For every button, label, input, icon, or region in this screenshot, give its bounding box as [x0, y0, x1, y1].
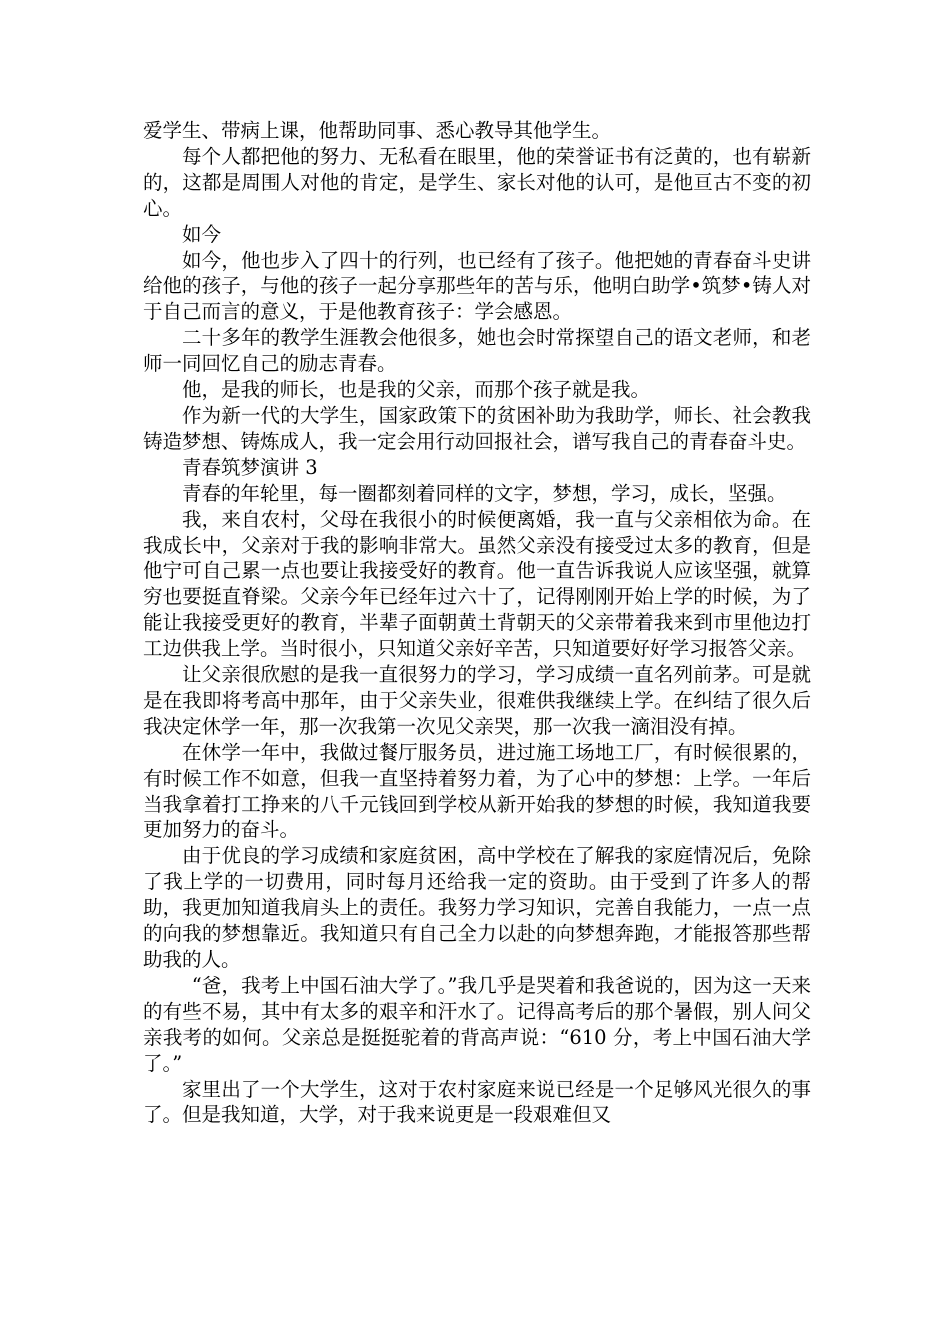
paragraph: 让父亲很欣慰的是我一直很努力的学习，学习成绩一直名列前茅。可是就是在我即将考高中那年，由于父亲失业，很难供我继续上学。在纠结了很久后我决定休学一年，那一次我第一次见父亲哭，那一次我一滴泪没有掉。	[143, 663, 811, 738]
paragraph: 家里出了一个大学生，这对于农村家庭来说已经是一个足够风光很久的事了。但是我知道，大学，对于我来说更是一段艰难但又	[143, 1077, 811, 1127]
paragraph: 作为新一代的大学生，国家政策下的贫困补助为我助学，师长、社会教我铸造梦想、铸炼成人，我一定会用行动回报社会，谱写我自己的青春奋斗史。	[143, 403, 811, 453]
paragraph: 由于优良的学习成绩和家庭贫困，高中学校在了解我的家庭情况后，免除了我上学的一切费用，同时每月还给我一定的资助。由于受到了许多人的帮助，我更加知道我肩头上的责任。我努力学习知识，完善自我能力，一点一点的向我的梦想靠近。我知道只有自己全力以赴的向梦想奔跑，才能报答那些帮助我的人。	[143, 844, 811, 971]
paragraph: 每个人都把他的努力、无私看在眼里，他的荣誉证书有泛黄的，也有崭新的，这都是周围人对他的肯定，是学生、家长对他的认可，是他亘古不变的初心。	[143, 144, 811, 220]
paragraph: 如今，他也步入了四十的行列，也已经有了孩子。他把她的青春奋斗史讲给他的孩子，与他的孩子一起分享那些年的苦与乐，他明白助学•筑梦•铸人对于自己而言的意义，于是他教育孩子：学会感恩。	[143, 248, 811, 324]
document-body	[143, 118, 811, 1128]
section-heading: 青春筑梦演讲 3	[182, 455, 318, 479]
paragraph-quote: “爸，我考上中国石油大学了。”我几乎是哭着和我爸说的，因为这一天来的有些不易，其中有太多的艰辛和汗水了。记得高考后的那个暑假，别人问父亲我考的如何。父亲总是挺挺驼着的背高声说：“610 分，考上中国石油大学了。”	[143, 973, 811, 1075]
paragraph: 二十多年的教学生涯教会他很多，她也会时常探望自己的语文老师，和老师一同回忆自己的励志青春。	[143, 326, 811, 376]
paragraph-continuation: 爱学生、带病上课，他帮助同事、悉心教导其他学生。	[143, 119, 612, 142]
paragraph: 青春的年轮里，每一圈都刻着同样的文字，梦想，学习，成长，坚强。	[182, 481, 787, 505]
paragraph: 在休学一年中，我做过餐厅服务员，进过施工场地工厂，有时候很累的，有时候工作不如意，但我一直坚持着努力着，为了心中的梦想：上学。一年后当我拿着打工挣来的八千元钱回到学校从新开始我的梦想的时候，我知道我要更加努力的奋斗。	[143, 740, 811, 842]
paragraph: 他，是我的师长，也是我的父亲，而那个孩子就是我。	[182, 378, 651, 402]
paragraph: 如今	[182, 222, 222, 246]
paragraph: 我，来自农村，父母在我很小的时候便离婚，我一直与父亲相依为命。在我成长中，父亲对于我的影响非常大。虽然父亲没有接受过太多的教育，但是他宁可自己累一点也要让我接受好的教育。他一直告诉我说人应该坚强，就算穷也要挺直脊梁。父亲今年已经年过六十了，记得刚刚开始上学的时候，为了能让我接受更好的教育，半辈子面朝黄土背朝天的父亲带着我来到市里他边打工边供我上学。当时很小，只知道父亲好辛苦，只知道要好好学习报答父亲。	[143, 507, 811, 661]
